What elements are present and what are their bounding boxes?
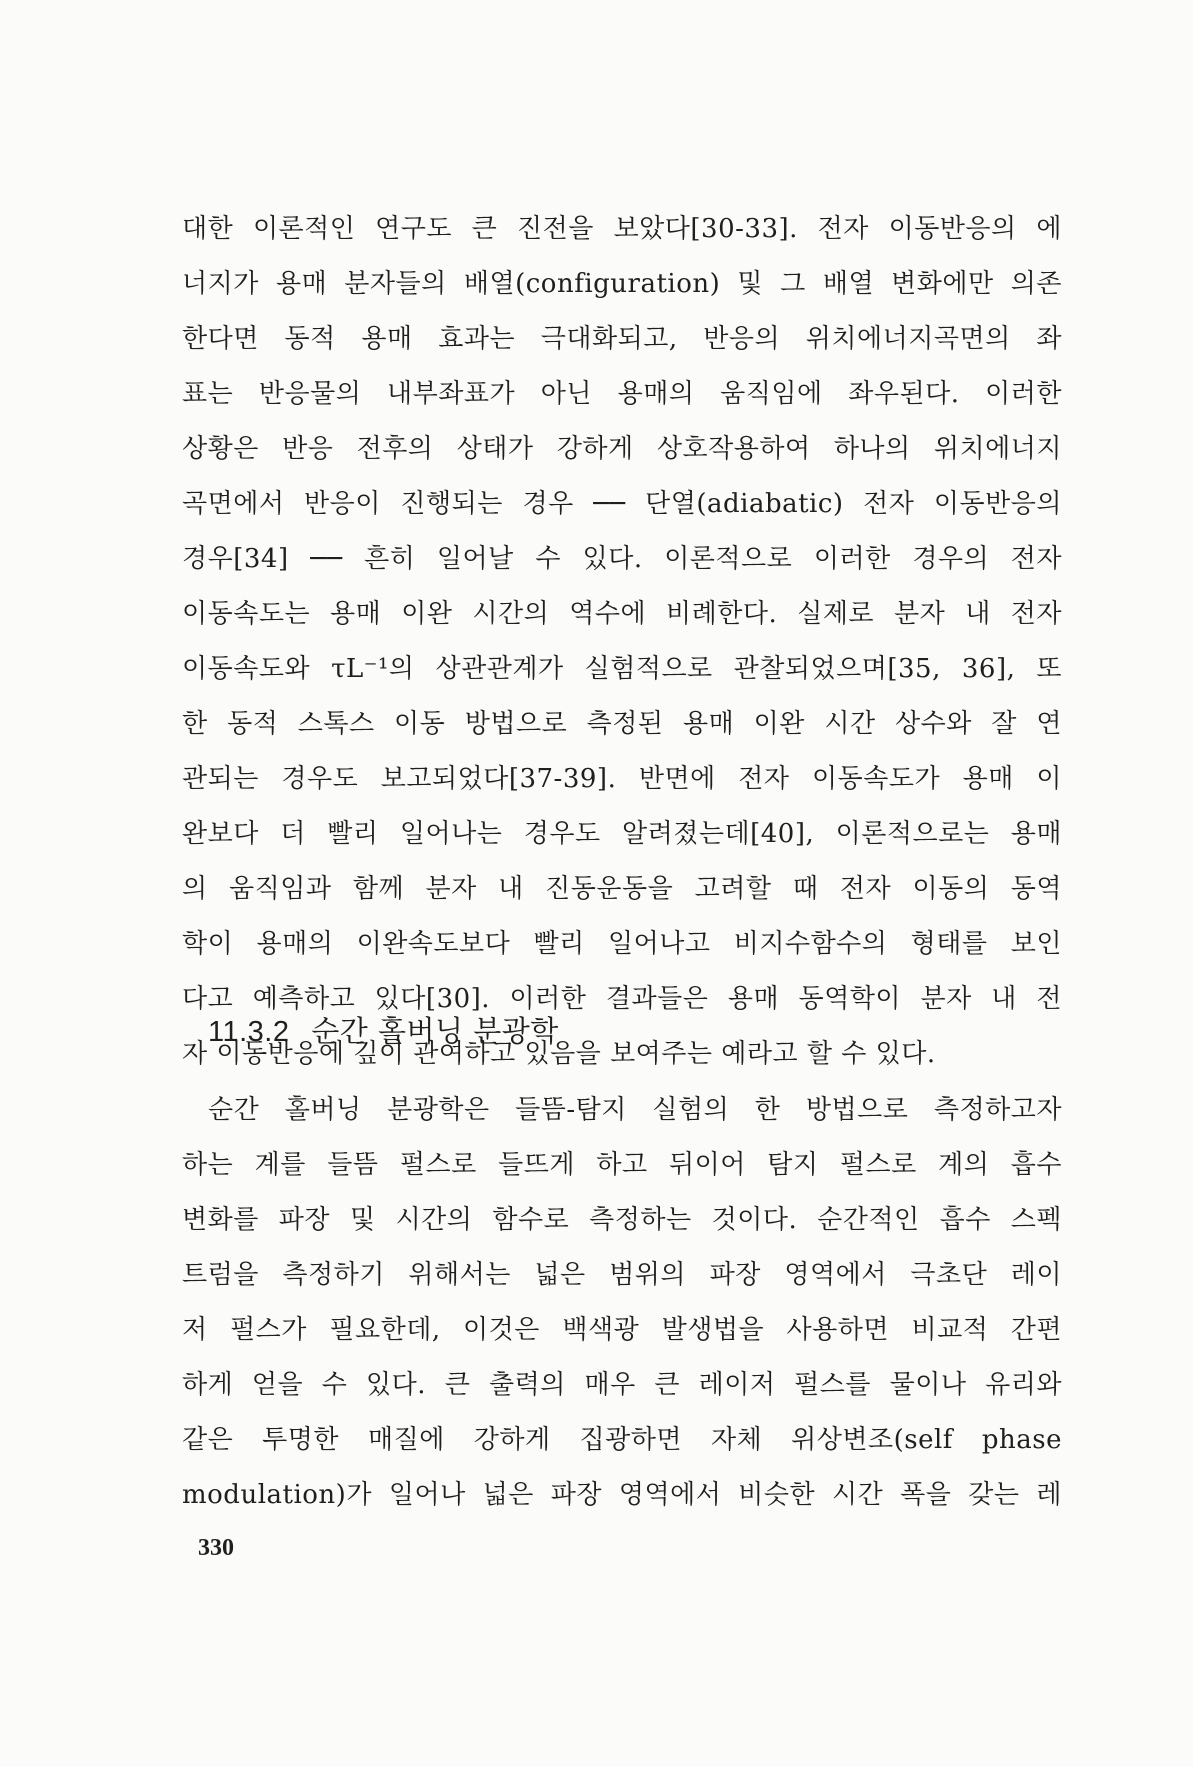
text-line: 하게 얻을 수 있다. 큰 출력의 매우 큰 레이저 펄스를 물이나 유리와 xyxy=(182,1370,1062,1400)
page-number: 330 xyxy=(198,1535,234,1561)
text-line: 순간 홀버닝 분광학은 들뜸-탐지 실험의 한 방법으로 측정하고자 xyxy=(208,1095,1062,1125)
text-line: 저 펄스가 필요한데, 이것은 백색광 발생법을 사용하면 비교적 간편 xyxy=(182,1315,1062,1345)
text-line: modulation)가 일어나 넓은 파장 영역에서 비슷한 시간 폭을 갖는 레 xyxy=(182,1480,1062,1510)
text-line: 이동속도와 τL⁻¹의 상관관계가 실험적으로 관찰되었으며[35, 36], 또 xyxy=(182,654,1062,684)
text-line: 학이 용매의 이완속도보다 빨리 일어나고 비지수함수의 형태를 보인 xyxy=(182,929,1062,959)
text-line: 한다면 동적 용매 효과는 극대화되고, 반응의 위치에너지곡면의 좌 xyxy=(182,324,1062,354)
text-line: 트럼을 측정하기 위해서는 넓은 범위의 파장 영역에서 극초단 레이 xyxy=(182,1260,1062,1290)
text-line: 자 이동반응에 깊이 관여하고 있음을 보여주는 예라고 할 수 있다. xyxy=(182,1039,936,1069)
text-line: 하는 계를 들뜸 펄스로 들뜨게 하고 뒤이어 탐지 펄스로 계의 흡수 xyxy=(182,1150,1062,1180)
body-paragraph-1 xyxy=(182,202,1062,1082)
text-line: 같은 투명한 매질에 강하게 집광하면 자체 위상변조(self phase xyxy=(182,1425,1062,1455)
text-line: 경우[34] ── 흔히 일어날 수 있다. 이론적으로 이러한 경우의 전자 xyxy=(182,544,1062,574)
text-line: 상황은 반응 전후의 상태가 강하게 상호작용하여 하나의 위치에너지 xyxy=(182,434,1062,464)
section-number: 11.3.2 xyxy=(208,1016,290,1048)
section-heading xyxy=(208,1006,559,1057)
text-line: 변화를 파장 및 시간의 함수로 측정하는 것이다. 순간적인 흡수 스펙 xyxy=(182,1205,1062,1235)
text-line: 곡면에서 반응이 진행되는 경우 ── 단열(adiabatic) 전자 이동반응의 xyxy=(182,489,1062,519)
text-line: 너지가 용매 분자들의 배열(configuration) 및 그 배열 변화에만 의존 xyxy=(182,269,1062,299)
text-line: 한 동적 스톡스 이동 방법으로 측정된 용매 이완 시간 상수와 잘 연 xyxy=(182,709,1062,739)
text-line: 표는 반응물의 내부좌표가 아닌 용매의 움직임에 좌우된다. 이러한 xyxy=(182,379,1062,409)
text-line: 관되는 경우도 보고되었다[37-39]. 반면에 전자 이동속도가 용매 이 xyxy=(182,764,1062,794)
text-line: 완보다 더 빨리 일어나는 경우도 알려졌는데[40], 이론적으로는 용매 xyxy=(182,819,1062,849)
text-line: 대한 이론적인 연구도 큰 진전을 보았다[30-33]. 전자 이동반응의 에 xyxy=(182,214,1062,244)
section-title: 순간 홀버닝 분광학 xyxy=(311,1014,559,1048)
body-paragraph-2 xyxy=(182,1083,1062,1523)
text-line: 다고 예측하고 있다[30]. 이러한 결과들은 용매 동역학이 분자 내 전 xyxy=(182,984,1062,1014)
text-line: 이동속도는 용매 이완 시간의 역수에 비례한다. 실제로 분자 내 전자 xyxy=(182,599,1062,629)
text-line: 의 움직임과 함께 분자 내 진동운동을 고려할 때 전자 이동의 동역 xyxy=(182,874,1062,904)
